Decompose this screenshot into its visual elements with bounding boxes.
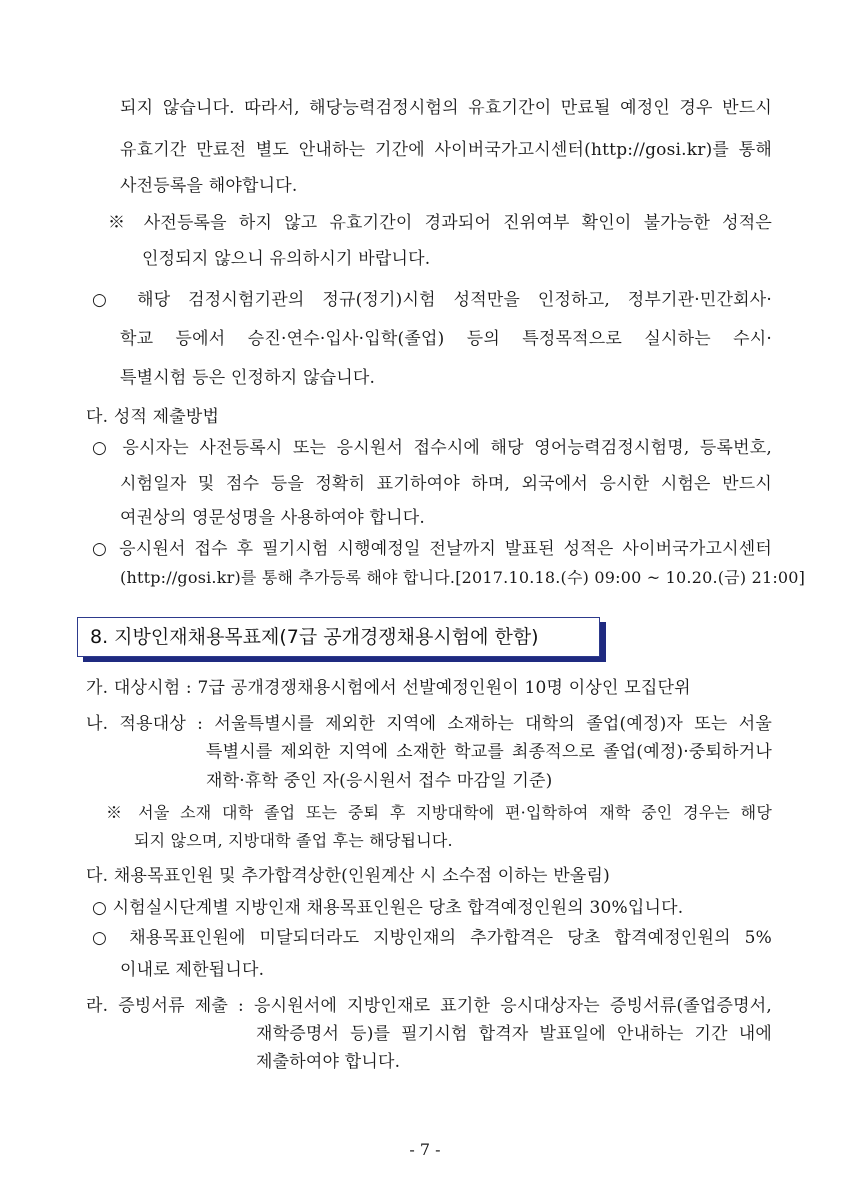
- bullet-line: 시험일자 및 점수 등을 정확히 표기하여야 하며, 외국에서 응시한 시험은 반드시: [120, 474, 772, 494]
- item-na: 나. 적용대상 : 서울특별시를 제외한 지역에 소재하는 대학의 졸업(예정)자 또는 서울: [86, 714, 772, 734]
- bullet-line: ○ 응시원서 접수 후 필기시험 시행예정일 전날까지 발표된 성적은 사이버국가고시센터: [92, 539, 772, 559]
- item-na-cont: 재학·휴학 중인 자(응시원서 접수 마감일 기준): [206, 771, 553, 791]
- bullet-line: ○ 채용목표인원에 미달되더라도 지방인재의 추가합격은 당초 합격예정인원의 5%: [92, 928, 772, 948]
- item-da: 다. 채용목표인원 및 추가합격상한(인원계산 시 소수점 이하는 반올림): [86, 866, 610, 886]
- section-title: 다. 성적 제출방법: [86, 407, 220, 427]
- bullet-line: ○ 응시자는 사전등록시 또는 응시원서 접수시에 해당 영어능력검정시험명, 등록번호,: [92, 438, 772, 458]
- bullet-line: 특별시험 등은 인정하지 않습니다.: [120, 368, 376, 388]
- note-line: ※ 서울 소재 대학 졸업 또는 중퇴 후 지방대학에 편·입학하여 재학 중인 경우는 해당: [106, 803, 772, 822]
- note-line: 인정되지 않으니 유의하시기 바랍니다.: [142, 249, 431, 269]
- item-na-cont: 특별시를 제외한 지역에 소재한 학교를 최종적으로 졸업(예정)·중퇴하거나: [206, 742, 772, 762]
- note-line: ※ 사전등록을 하지 않고 유효기간이 경과되어 진위여부 확인이 불가능한 성적은: [108, 213, 772, 233]
- note-line: 되지 않으며, 지방대학 졸업 후는 해당됩니다.: [134, 831, 453, 850]
- page-number: - 7 -: [409, 1140, 441, 1159]
- body-text-line: 되지 않습니다. 따라서, 해당능력검정시험의 유효기간이 만료될 예정인 경우 반드시: [120, 98, 772, 118]
- section-heading: 8. 지방인재채용목표제(7급 공개경쟁채용시험에 한함): [90, 626, 539, 648]
- bullet-line: ○ 시험실시단계별 지방인재 채용목표인원은 당초 합격예정인원의 30%입니다.: [92, 898, 684, 918]
- section-heading-box: [77, 617, 600, 657]
- item-ga: 가. 대상시험 : 7급 공개경쟁채용시험에서 선발예정인원이 10명 이상인 모집단위: [86, 678, 691, 698]
- item-ra-cont: 재학증명서 등)를 필기시험 합격자 발표일에 안내하는 기간 내에: [256, 1024, 772, 1044]
- body-text-line: 사전등록을 해야합니다.: [120, 176, 298, 196]
- bullet-line: (http://gosi.kr)를 통해 추가등록 해야 합니다.[2017.10.18.(수) 09:00 ~ 10.20.(금) 21:00]: [120, 568, 806, 587]
- bullet-line: 학교 등에서 승진·연수·입사·입학(졸업) 등의 특정목적으로 실시하는 수시·: [120, 329, 772, 349]
- bullet-line: 여권상의 영문성명을 사용하여야 합니다.: [120, 508, 425, 528]
- bullet-line: 이내로 제한됩니다.: [120, 960, 265, 980]
- item-ra: 라. 증빙서류 제출 : 응시원서에 지방인재로 표기한 응시대상자는 증빙서류(졸업증명서,: [86, 996, 772, 1016]
- body-text-line: 유효기간 만료전 별도 안내하는 기간에 사이버국가고시센터(http://gosi.kr)를 통해: [120, 140, 772, 160]
- item-ra-cont: 제출하여야 합니다.: [256, 1052, 401, 1072]
- bullet-line: ○ 해당 검정시험기관의 정규(정기)시험 성적만을 인정하고, 정부기관·민간회사·: [92, 290, 772, 310]
